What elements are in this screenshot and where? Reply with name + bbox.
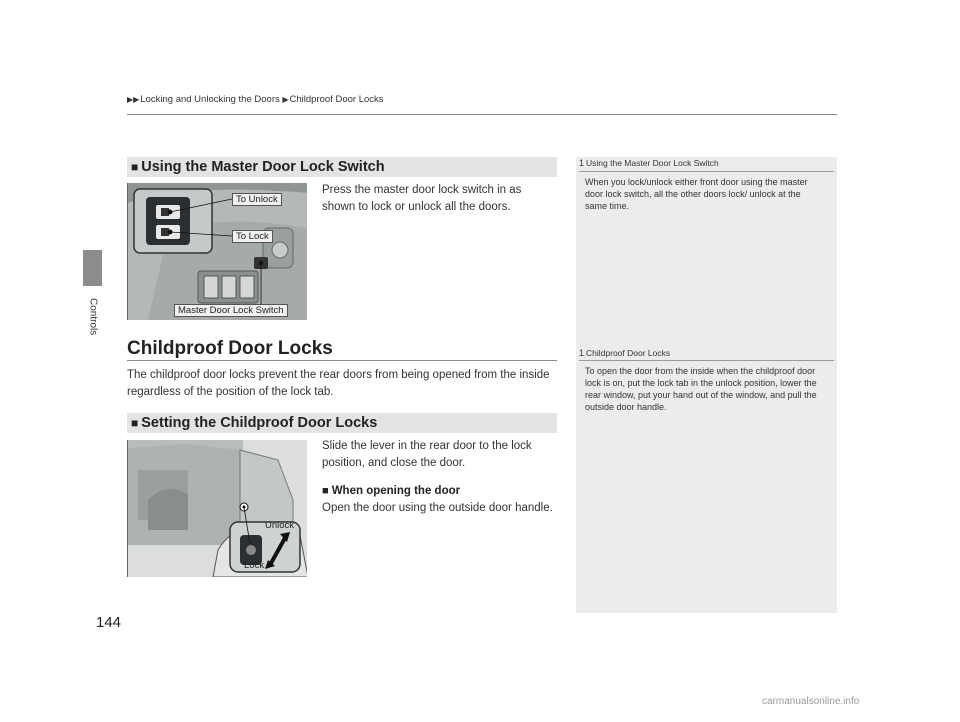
note-marker: 1 bbox=[579, 158, 585, 168]
note-title bbox=[579, 348, 670, 358]
square-bullet-icon: ■ bbox=[322, 485, 332, 497]
to-lock-callout: To Lock bbox=[232, 230, 273, 243]
breadcrumb-item[interactable]: Locking and Unlocking the Doors bbox=[140, 94, 280, 105]
heading-divider bbox=[127, 360, 557, 361]
note-text: To open the door from the inside when the childproof door lock is on, put the lock tab in the unlock position, lower the rear window, put your hand out of the window, and pull the outside door handle. bbox=[585, 366, 817, 412]
lock-label: Lock bbox=[244, 560, 265, 571]
page-number: 144 bbox=[96, 614, 122, 631]
breadcrumb bbox=[127, 94, 384, 105]
note-divider bbox=[579, 360, 834, 361]
header-divider bbox=[127, 114, 837, 115]
master-switch-instructions: Press the master door lock switch in as shown to lock or unlock all the doors. bbox=[322, 184, 522, 213]
breadcrumb-item[interactable]: Childproof Door Locks bbox=[289, 94, 384, 105]
to-unlock-callout: To Unlock bbox=[232, 193, 282, 206]
childproof-lock-illustration bbox=[128, 440, 307, 577]
chapter-tab-label: Controls bbox=[87, 298, 99, 336]
subheading-text: When opening the door bbox=[331, 485, 461, 497]
breadcrumb-arrow-icon: ▶ bbox=[282, 95, 289, 104]
note-text: When you lock/unlock either front door using the master door lock switch, all the other doors lock/ unlock at the same time. bbox=[585, 177, 808, 211]
intro-paragraph: The childproof door locks prevent the rear doors from being opened from the inside regardless of the position of the lock tab. bbox=[127, 369, 550, 398]
section-title: Setting the Childproof Door Locks bbox=[141, 415, 378, 431]
opening-instructions: Open the door using the outside door handle. bbox=[322, 502, 553, 514]
section-header bbox=[127, 157, 557, 177]
chapter-tab-marker bbox=[83, 250, 102, 286]
note-divider bbox=[579, 171, 834, 172]
breadcrumb-arrow-icon: ▶▶ bbox=[127, 95, 140, 104]
note-marker: 1 bbox=[579, 348, 585, 358]
square-bullet-icon: ■ bbox=[131, 160, 139, 174]
section-title: Using the Master Door Lock Switch bbox=[141, 159, 385, 175]
master-switch-figure bbox=[127, 183, 307, 320]
master-switch-callout: Master Door Lock Switch bbox=[174, 304, 288, 317]
note-title-text: Using the Master Door Lock Switch bbox=[586, 158, 719, 168]
setting-instructions: Slide the lever in the rear door to the lock position, and close the door. bbox=[322, 440, 532, 469]
page-title: Childproof Door Locks bbox=[127, 338, 333, 359]
section-header bbox=[127, 413, 557, 433]
note-title bbox=[579, 158, 719, 168]
childproof-lock-figure bbox=[127, 440, 307, 577]
notes-column bbox=[576, 157, 837, 613]
unlock-label: Unlock bbox=[265, 520, 295, 531]
subheading bbox=[322, 485, 460, 497]
square-bullet-icon: ■ bbox=[131, 416, 139, 430]
watermark: carmanualsonline.info bbox=[762, 696, 860, 707]
note-title-text: Childproof Door Locks bbox=[586, 348, 671, 358]
chapter-tab bbox=[80, 298, 106, 358]
